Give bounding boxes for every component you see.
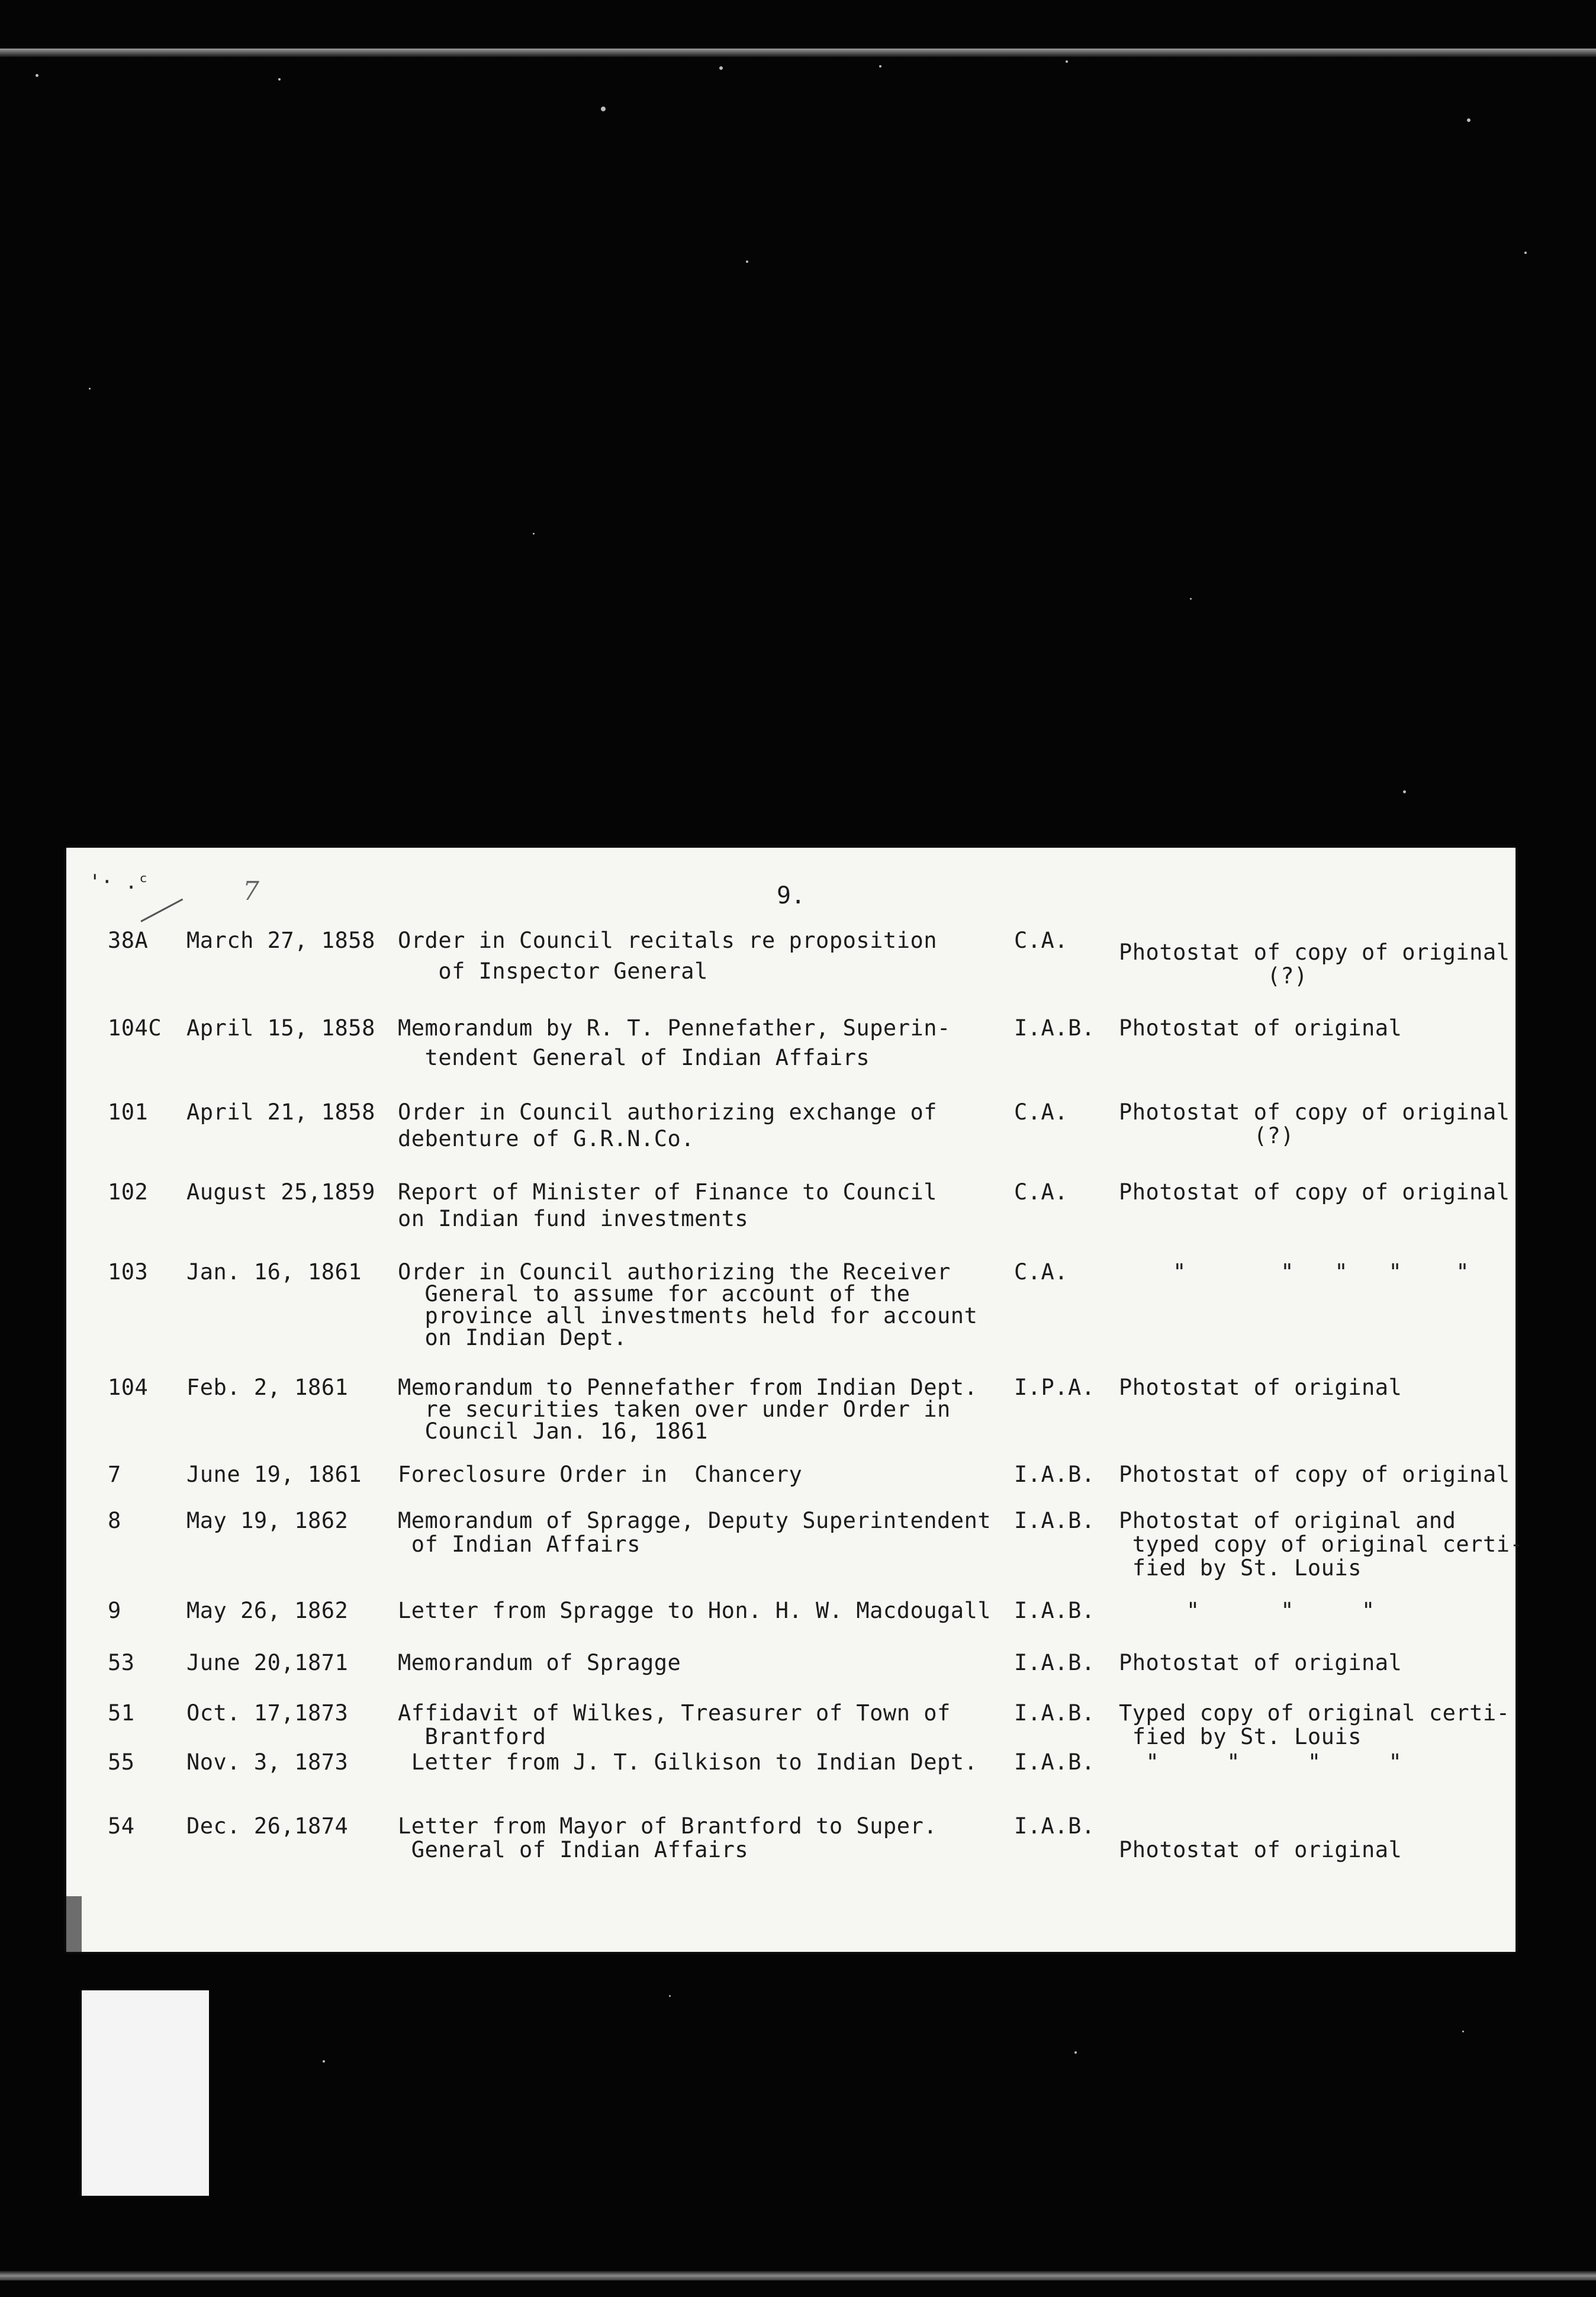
record-number: 54 <box>108 1813 135 1839</box>
record-description: Foreclosure Order in Chancery <box>398 1462 803 1487</box>
record-description: of Inspector General <box>398 958 708 984</box>
record-source: I.A.B. <box>1014 1462 1095 1487</box>
pencil-annotation: 7 <box>243 876 259 906</box>
record-description: Affidavit of Wilkes, Treasurer of Town of <box>398 1700 951 1726</box>
film-speck <box>601 107 606 111</box>
record-number: 103 <box>108 1259 149 1285</box>
record-number: 38A <box>108 928 149 953</box>
record-note: Typed copy of original certi- <box>1119 1700 1510 1726</box>
record-note: Photostat of original <box>1119 1375 1402 1400</box>
record-date: Feb. 2, 1861 <box>186 1375 349 1400</box>
record-description: Report of Minister of Finance to Council <box>398 1179 938 1205</box>
film-speck <box>1462 2031 1464 2032</box>
record-description: re securities taken over under Order in <box>398 1397 951 1422</box>
film-speck <box>323 2060 325 2063</box>
record-description: Memorandum to Pennefather from Indian Dept. <box>398 1375 978 1400</box>
record-source: I.A.B. <box>1014 1508 1095 1533</box>
record-source: I.A.B. <box>1014 1813 1095 1839</box>
film-speck <box>1403 790 1406 793</box>
record-description: on Indian fund investments <box>398 1206 749 1231</box>
bottom-film-edge <box>0 2271 1596 2280</box>
record-source: I.A.B. <box>1014 1598 1095 1623</box>
page-number: 9. <box>777 882 806 909</box>
corner-annotation: '· .ᶜ <box>89 870 150 894</box>
record-description: General of Indian Affairs <box>398 1837 749 1862</box>
record-note: fied by St. Louis <box>1119 1724 1362 1749</box>
record-source: C.A. <box>1014 1099 1069 1125</box>
record-note: typed copy of original certi- <box>1119 1532 1524 1557</box>
record-number: 104C <box>108 1015 162 1041</box>
record-note: Photostat of copy of original <box>1119 940 1510 965</box>
record-description: Letter from Mayor of Brantford to Super. <box>398 1813 938 1839</box>
record-date: June 19, 1861 <box>186 1462 362 1487</box>
record-date: August 25,1859 <box>186 1179 375 1205</box>
record-source: I.A.B. <box>1014 1749 1095 1775</box>
record-number: 104 <box>108 1375 149 1400</box>
record-date: Dec. 26,1874 <box>186 1813 349 1839</box>
record-number: 55 <box>108 1749 135 1775</box>
record-description: Letter from J. T. Gilkison to Indian Dept. <box>398 1749 978 1775</box>
record-date: June 20,1871 <box>186 1650 349 1675</box>
record-description: province all investments held for account <box>398 1303 978 1328</box>
record-date: April 21, 1858 <box>186 1099 375 1125</box>
record-note: Photostat of copy of original <box>1119 1179 1510 1205</box>
top-film-edge <box>0 49 1596 57</box>
record-note: " " " " " <box>1119 1259 1470 1285</box>
record-description: tendent General of Indian Affairs <box>398 1045 870 1070</box>
record-date: Oct. 17,1873 <box>186 1700 349 1726</box>
page-edge-shadow <box>66 1896 82 1952</box>
record-note: Photostat of copy of original <box>1119 1462 1510 1487</box>
record-description: Order in Council authorizing the Receiver <box>398 1259 951 1285</box>
film-speck <box>746 260 748 263</box>
record-number: 51 <box>108 1700 135 1726</box>
record-number: 7 <box>108 1462 121 1487</box>
record-date: May 19, 1862 <box>186 1508 349 1533</box>
film-speck <box>1467 118 1470 122</box>
film-speck <box>669 1995 671 1997</box>
record-note: " " " <box>1119 1598 1375 1623</box>
film-speck <box>1524 252 1527 254</box>
record-description: debenture of G.R.N.Co. <box>398 1126 695 1151</box>
record-number: 8 <box>108 1508 121 1533</box>
record-description: General to assume for account of the <box>398 1281 910 1307</box>
record-description: Letter from Spragge to Hon. H. W. Macdougall <box>398 1598 992 1623</box>
record-note: " " " " <box>1119 1749 1402 1775</box>
record-note: Photostat of copy of original <box>1119 1099 1510 1125</box>
film-speck <box>1074 2051 1077 2054</box>
record-note: Photostat of original and <box>1119 1508 1456 1533</box>
record-note: Photostat of original <box>1119 1837 1402 1862</box>
record-note: Photostat of original <box>1119 1650 1402 1675</box>
record-number: 102 <box>108 1179 149 1205</box>
film-speck <box>1190 598 1192 600</box>
record-date: Nov. 3, 1873 <box>186 1749 349 1775</box>
record-source: C.A. <box>1014 928 1069 953</box>
record-description: Memorandum of Spragge <box>398 1650 681 1675</box>
film-speck <box>1066 60 1068 63</box>
record-note: Photostat of original <box>1119 1015 1402 1041</box>
record-note: fied by St. Louis <box>1119 1555 1362 1581</box>
record-source: I.A.B. <box>1014 1700 1095 1726</box>
record-source: C.A. <box>1014 1259 1069 1285</box>
record-source: I.P.A. <box>1014 1375 1095 1400</box>
film-speck <box>36 74 38 77</box>
record-note: (?) <box>1119 1123 1295 1148</box>
film-speck <box>719 66 723 70</box>
film-speck <box>879 65 881 67</box>
record-source: I.A.B. <box>1014 1650 1095 1675</box>
film-speck <box>89 388 91 390</box>
record-number: 101 <box>108 1099 149 1125</box>
record-description: Brantford <box>398 1724 546 1749</box>
record-description: Council Jan. 16, 1861 <box>398 1418 708 1444</box>
record-note: (?) <box>1119 963 1308 989</box>
record-date: May 26, 1862 <box>186 1598 349 1623</box>
record-source: I.A.B. <box>1014 1015 1095 1041</box>
record-source: C.A. <box>1014 1179 1069 1205</box>
record-date: March 27, 1858 <box>186 928 375 953</box>
record-description: Memorandum by R. T. Pennefather, Superin- <box>398 1015 951 1041</box>
record-number: 53 <box>108 1650 135 1675</box>
record-date: April 15, 1858 <box>186 1015 375 1041</box>
record-description: Order in Council authorizing exchange of <box>398 1099 938 1125</box>
record-date: Jan. 16, 1861 <box>186 1259 362 1285</box>
record-number: 9 <box>108 1598 121 1623</box>
film-speck <box>278 78 281 81</box>
film-speck <box>533 533 535 535</box>
paper-slip <box>82 1990 209 2196</box>
record-description: Order in Council recitals re proposition <box>398 928 938 953</box>
record-description: on Indian Dept. <box>398 1325 628 1350</box>
record-description: of Indian Affairs <box>398 1532 641 1557</box>
record-description: Memorandum of Spragge, Deputy Superintendent <box>398 1508 992 1533</box>
